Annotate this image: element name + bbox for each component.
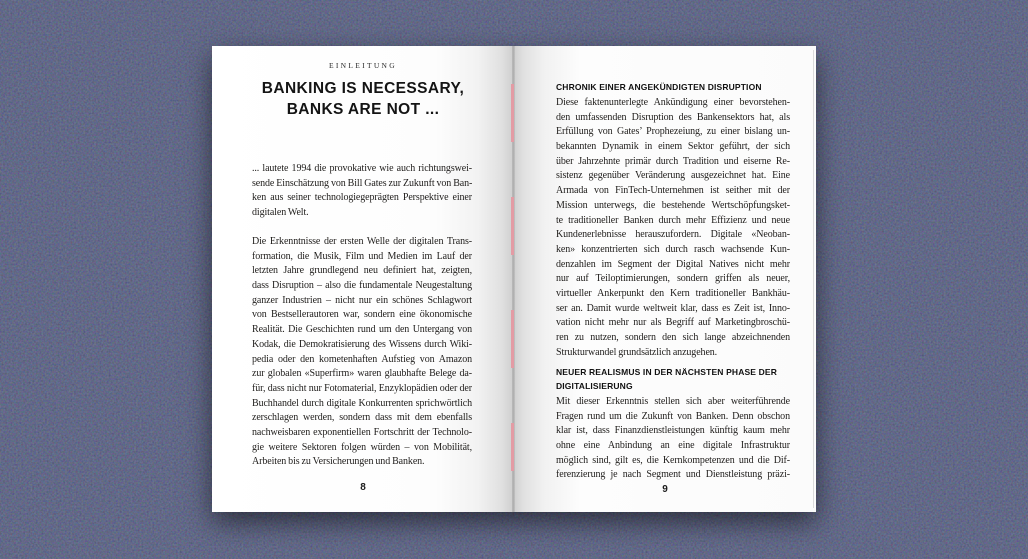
text-line: bekannten Dynamik in einem Sektor geführt, der sich <box>556 141 790 153</box>
text-line: ganzer Industrien – nicht nur ein schönes Schlagwort <box>252 294 472 306</box>
paragraph-disruption <box>252 235 472 470</box>
text-line: Strukturwandel grundsätzlich anzugehen. <box>556 346 718 358</box>
section-heading-chronik <box>556 81 796 95</box>
paragraph-chronik <box>556 96 790 360</box>
text-line: denzahlen im Segment der Digital Natives nicht mehr <box>556 258 790 270</box>
text-line: NEUER REALISMUS IN DER NÄCHSTEN PHASE DER <box>556 367 778 377</box>
text-line: vation nicht mehr nur als Begriff auf Marketingbroschü- <box>556 317 790 329</box>
page-number-left: 8 <box>360 482 366 493</box>
text-line: te traditioneller Banken durch mehr Effizienz und neue <box>556 214 790 226</box>
text-line: Die Erkenntnisse der ersten Welle der digitalen Trans- <box>252 236 472 247</box>
text-line: ken» konzentrierten sich durch rasch wachsende Kun- <box>556 243 790 255</box>
text-line: Erfüllung von Gates’ Prophezeiung, zu einer bislang un- <box>556 126 790 138</box>
paragraph-realismus <box>556 395 790 483</box>
text-line: dass Disruption – also die fundamentale Neugestaltung <box>252 280 472 292</box>
text-line: BANKS ARE NOT ... <box>286 100 440 118</box>
text-line: Mit dieser Erkenntnis stellen sich aber weiterführende <box>556 396 790 407</box>
text-line: nur auf Teiloptimierungen, sondern griffen als neuer, <box>556 273 790 285</box>
text-line: Mission unterwegs, die bestehende Wertschöpfungsket- <box>556 199 790 211</box>
text-line: formation, die Musik, Film und Medien im Lauf der <box>252 250 472 262</box>
text-line: DIGITALISIERUNG <box>556 380 633 391</box>
text-line: Kundenerlebnisse herauszufordern. Digitale «Neoban- <box>556 229 790 241</box>
chapter-title <box>212 79 514 120</box>
text-line: Buchhandel durch digitale Konkurrenten sprichwörtlich <box>252 397 472 409</box>
text-line: ohne eine Anbindung an eine digitale Infrastruktur <box>556 440 790 452</box>
page-number-right: 9 <box>662 484 668 495</box>
text-line: CHRONIK EINER ANGEKÜNDIGTEN DISRUPTION <box>556 82 762 92</box>
text-line: zur globalen «Superfirm» waren glaubhafte Belege da- <box>252 368 472 380</box>
text-line: klar ist, dass Finanzdienstleistungen künftig kaum mehr <box>556 425 790 437</box>
text-line: Arbeiten bis zu Versicherungen und Banken. <box>252 456 425 468</box>
text-line: sende Einschätzung von Bill Gates zur Zukunft von Ban- <box>252 177 473 189</box>
text-line: nachweisbaren exponentiellen Fortschritt der Technolo- <box>252 426 472 438</box>
text-line: ... lautete 1994 die provokative wie auch richtungswei- <box>252 163 472 174</box>
text-line: möglich sind, gilt es, die Kernkompetenzen und die Dif- <box>556 454 790 466</box>
text-line: sistenz gegenüber Veränderung ausgezeichnet hat. Eine <box>556 170 790 182</box>
left-page <box>212 46 514 512</box>
text-line: BANKING IS NECESSARY, <box>261 80 465 97</box>
text-line: Kodak, die Demokratisierung des Wissens durch Wiki- <box>252 338 472 350</box>
book-spread <box>212 46 816 512</box>
text-line: letzten Jahre grundlegend neu definiert hat, zeigten, <box>252 265 472 277</box>
right-page <box>514 46 816 512</box>
text-line: ferenzierung je nach Segment und Dienstleistung präzi- <box>556 469 790 481</box>
text-line: Realität. Die Geschichten rund um den Untergang von <box>252 324 472 336</box>
text-line: Armada von FinTech-Unternehmen ist seither mit der <box>556 185 790 197</box>
spine-accent-dashes <box>511 84 514 471</box>
paragraph-intro <box>252 162 472 221</box>
text-line: gie weitere Sektoren folgen würden – von Mobilität, <box>252 441 472 453</box>
text-line: Diese faktenunterlegte Ankündigung einer bevorstehen- <box>556 97 790 108</box>
text-line: für, dass nicht nur Fotomaterial, Enzyklopädien oder der <box>252 382 472 394</box>
text-line: digitalen Welt. <box>252 207 309 219</box>
text-line: ren zu nutzen, sondern den sich lange abzeichnenden <box>556 332 790 343</box>
text-line: den umfassenden Disruption des Bankensektors hat, als <box>556 111 790 123</box>
section-heading-realismus <box>556 366 796 393</box>
text-line: virtueller Ankerpunkt den Kern traditioneller Bankhäu- <box>556 287 790 299</box>
chapter-kicker: EINLEITUNG <box>329 61 397 70</box>
text-line: über Jahrzehnte primär durch Tradition und eiserne Re- <box>556 155 790 167</box>
text-line: ser an. Damit wurde weltweit klar, dass es Zeit ist, Inno- <box>556 302 790 314</box>
text-line: pedia oder den kometenhaften Aufstieg von Amazon <box>252 353 472 365</box>
text-line: von Bestsellerautoren war, sondern eine ökonomische <box>252 309 472 321</box>
text-line: Fragen rund um die Zukunft von Banken. Denn obschon <box>556 410 790 422</box>
text-line: ken aus seiner technologiegeprägten Perspektive einer <box>252 192 472 204</box>
text-line: zerschlagen werden, sondern dass mit dem ebenfalls <box>252 412 472 424</box>
